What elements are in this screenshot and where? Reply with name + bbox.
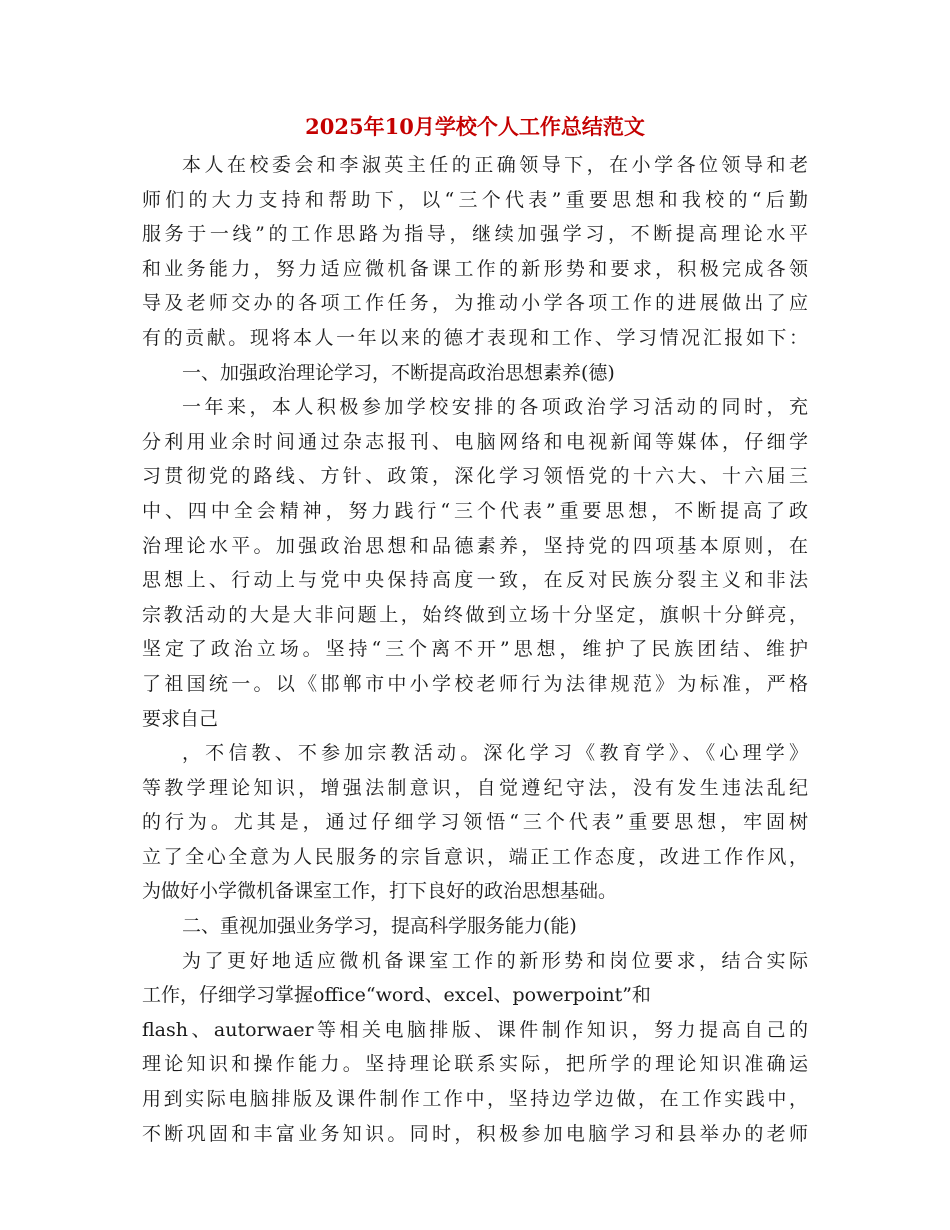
text-line: 思想上、行动上与党中央保持高度一致，在反对民族分裂主义和非法: [142, 569, 808, 592]
text-line: 要求自己: [142, 707, 219, 730]
text-line: 有的贡献。现将本人一年以来的德才表现和工作、学习情况汇报如下：: [142, 326, 808, 349]
text-line: 习贯彻党的路线、方针、政策，深化学习领悟党的十六大、十六届三: [142, 465, 808, 488]
document-body: [142, 148, 808, 1151]
text-line: 的行为。尤其是，通过仔细学习领悟“三个代表”重要思想，牢固树: [142, 811, 808, 834]
text-line: 等教学理论知识，增强法制意识，自觉遵纪守法，没有发生违法乱纪: [142, 776, 808, 799]
text-line: 为做好小学微机备课室工作，打下良好的政治思想基础。: [142, 880, 618, 903]
text-line: 分利用业余时间通过杂志报刊、电脑网络和电视新闻等媒体，仔细学: [142, 430, 808, 453]
text-line: 不断巩固和丰富业务知识。同时，积极参加电脑学习和县举办的老师: [142, 1122, 808, 1145]
text-line: 宗教活动的大是大非问题上，始终做到立场十分坚定，旗帜十分鲜亮，: [142, 603, 808, 626]
section-heading: 二、重视加强业务学习，提高科学服务能力(能): [182, 915, 577, 938]
document-title: 2025年10月学校个人工作总结范文: [305, 114, 645, 139]
text-line: 师们的大力支持和帮助下，以“三个代表”重要思想和我校的“后勤: [142, 188, 808, 211]
text-line: ，不信教、不参加宗教活动。深化学习《教育学》、《心理学》: [182, 742, 808, 765]
text-line: 了祖国统一。以《邯郸市中小学校老师行为法律规范》为标准，严格: [142, 672, 808, 695]
text-line: 工作，仔细学习掌握office“word、excel、powerpoint”和: [142, 984, 651, 1007]
text-line: 治理论水平。加强政治思想和品德素养，坚持党的四项基本原则，在: [142, 534, 808, 557]
text-line: 中、四中全会精神，努力践行“三个代表”重要思想，不断提高了政: [142, 499, 808, 522]
text-line: 为了更好地适应微机备课室工作的新形势和岗位要求，结合实际: [182, 949, 808, 972]
text-line: 理论知识和操作能力。坚持理论联系实际，把所学的理论知识准确运: [142, 1053, 808, 1076]
text-line: 服务于一线”的工作思路为指导，继续加强学习，不断提高理论水平: [142, 223, 808, 246]
text-line: 导及老师交办的各项工作任务，为推动小学各项工作的进展做出了应: [142, 292, 808, 315]
text-line: flash、autorwaer等相关电脑排版、课件制作知识，努力提高自己的: [142, 1018, 808, 1041]
text-line: 本人在校委会和李淑英主任的正确领导下，在小学各位领导和老: [182, 154, 808, 176]
text-line: 和业务能力，努力适应微机备课工作的新形势和要求，积极完成各领: [142, 257, 808, 280]
text-line: 立了全心全意为人民服务的宗旨意识，端正工作态度，改进工作作风，: [142, 845, 808, 868]
section-heading: 一、加强政治理论学习，不断提高政治思想素养(德): [182, 361, 615, 384]
text-line: 用到实际电脑排版及课件制作工作中，坚持边学边做，在工作实践中，: [142, 1088, 808, 1111]
text-line: 坚定了政治立场。坚持“三个离不开”思想，维护了民族团结、维护: [142, 638, 808, 661]
text-line: 一年来，本人积极参加学校安排的各项政治学习活动的同时，充: [182, 396, 808, 419]
